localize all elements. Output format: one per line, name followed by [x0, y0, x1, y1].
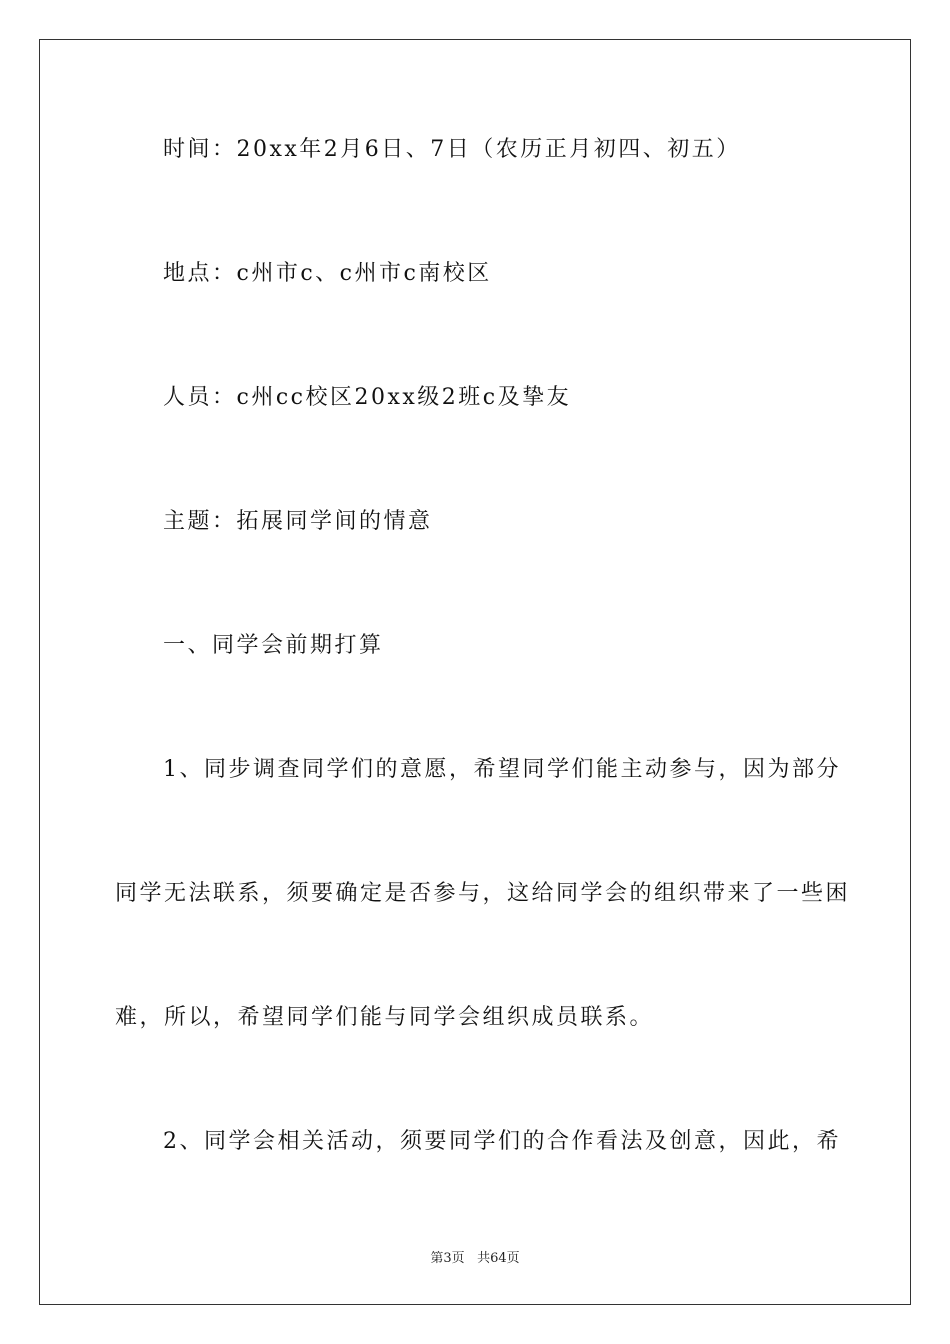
paragraph-1-line-3: 难，所以，希望同学们能与同学会组织成员联系。	[115, 1005, 655, 1030]
page-border	[39, 39, 911, 1305]
attendees-line: 人员：c州cc校区20xx级2班c及挚友	[163, 385, 572, 410]
page-footer	[0, 1247, 950, 1266]
section-heading: 一、同学会前期打算	[163, 633, 384, 658]
time-line: 时间：20xx年2月6日、7日（农历正月初四、初五）	[163, 137, 741, 162]
paragraph-1-line-1: 1、同步调查同学们的意愿，希望同学们能主动参与，因为部分	[163, 757, 841, 782]
paragraph-2-line-1: 2、同学会相关活动，须要同学们的合作看法及创意，因此，希	[163, 1129, 841, 1154]
location-line: 地点：c州市c、c州市c南校区	[163, 261, 492, 286]
page-number: 第3页	[430, 1251, 465, 1266]
paragraph-1-line-2: 同学无法联系，须要确定是否参与，这给同学会的组织带来了一些困	[115, 881, 851, 906]
page-total: 共64页	[477, 1251, 520, 1266]
theme-line: 主题：拓展同学间的情意	[163, 509, 433, 534]
